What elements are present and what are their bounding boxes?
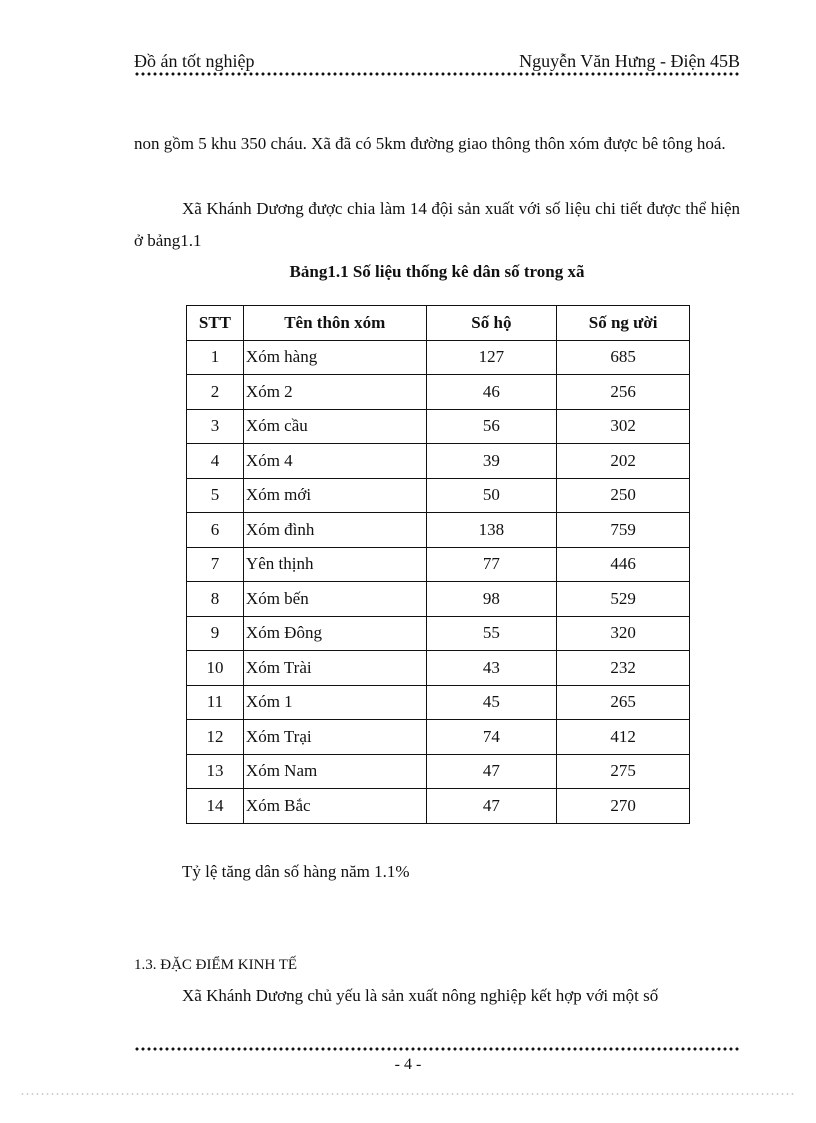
cell-people: 256: [557, 375, 690, 410]
growth-rate-text: Tỷ lệ tăng dân số hàng năm 1.1%: [182, 862, 410, 881]
header-title: Đồ án tốt nghiệp: [134, 51, 255, 71]
cell-households: 39: [426, 444, 557, 479]
cell-stt: 4: [187, 444, 244, 479]
table-row: [187, 513, 690, 548]
cell-name: Xóm đình: [243, 513, 426, 548]
cell-people: 759: [557, 513, 690, 548]
cell-name: Xóm cầu: [243, 409, 426, 444]
table-row: [187, 478, 690, 513]
table-row: [187, 409, 690, 444]
table-row: [187, 616, 690, 651]
page-number: - 4 -: [394, 1056, 422, 1073]
cell-name: Xóm 1: [243, 685, 426, 720]
cell-stt: 1: [187, 340, 244, 375]
table-row: [187, 340, 690, 375]
cell-stt: 12: [187, 720, 244, 755]
page-header: [134, 50, 740, 74]
cell-households: 77: [426, 547, 557, 582]
cell-stt: 14: [187, 789, 244, 824]
cell-name: Xóm Trại: [243, 720, 426, 755]
paragraph-table-reference: Xã Khánh Dương được chia làm 14 đội sản xuất với số liệu chi tiết được thể hiện ở bảng1.1: [134, 199, 740, 250]
table-row: [187, 720, 690, 755]
cell-name: Xóm bến: [243, 582, 426, 617]
table-row: [187, 685, 690, 720]
section-heading: 1.3. ĐẶC ĐIỂM KINH TẾ: [134, 957, 298, 973]
cell-households: 55: [426, 616, 557, 651]
cell-stt: 13: [187, 754, 244, 789]
cell-name: Xóm mới: [243, 478, 426, 513]
cell-households: 50: [426, 478, 557, 513]
cell-households: 46: [426, 375, 557, 410]
cell-stt: 3: [187, 409, 244, 444]
cell-households: 47: [426, 754, 557, 789]
table-caption: Bảng1.1 Số liệu thống kê dân số trong xã: [289, 262, 585, 281]
cell-name: Xóm Nam: [243, 754, 426, 789]
cell-people: 202: [557, 444, 690, 479]
cell-name: Xóm 2: [243, 375, 426, 410]
cell-households: 138: [426, 513, 557, 548]
column-header-stt: STT: [187, 306, 244, 341]
cell-people: 302: [557, 409, 690, 444]
table-row: [187, 444, 690, 479]
cell-people: 529: [557, 582, 690, 617]
cell-name: Yên thịnh: [243, 547, 426, 582]
cell-households: 127: [426, 340, 557, 375]
cell-name: Xóm 4: [243, 444, 426, 479]
cell-households: 43: [426, 651, 557, 686]
cell-stt: 8: [187, 582, 244, 617]
cell-name: Xóm Trài: [243, 651, 426, 686]
footer-divider: [134, 1047, 740, 1051]
cell-people: 446: [557, 547, 690, 582]
cell-stt: 6: [187, 513, 244, 548]
cell-people: 250: [557, 478, 690, 513]
cell-name: Xóm Đông: [243, 616, 426, 651]
cell-stt: 10: [187, 651, 244, 686]
table-row: [187, 547, 690, 582]
section-paragraph: Xã Khánh Dương chủ yếu là sản xuất nông nghiệp kết hợp với một số: [182, 986, 659, 1005]
cell-name: Xóm Bắc: [243, 789, 426, 824]
cell-households: 47: [426, 789, 557, 824]
cell-people: 685: [557, 340, 690, 375]
bottom-border-dots: [20, 1093, 796, 1095]
cell-people: 265: [557, 685, 690, 720]
cell-stt: 7: [187, 547, 244, 582]
cell-people: 275: [557, 754, 690, 789]
header-author: Nguyễn Văn Hưng - Điện 45B: [519, 51, 740, 71]
cell-stt: 9: [187, 616, 244, 651]
cell-stt: 2: [187, 375, 244, 410]
cell-people: 232: [557, 651, 690, 686]
table-row: [187, 582, 690, 617]
cell-name: Xóm hàng: [243, 340, 426, 375]
cell-people: 320: [557, 616, 690, 651]
cell-people: 270: [557, 789, 690, 824]
table-header-row: [187, 306, 690, 341]
table-row: [187, 651, 690, 686]
table-row: [187, 754, 690, 789]
cell-households: 98: [426, 582, 557, 617]
table-row: [187, 789, 690, 824]
column-header-name: Tên thôn xóm: [243, 306, 426, 341]
population-table: [186, 305, 690, 824]
column-header-people: Số ng ười: [557, 306, 690, 341]
cell-stt: 5: [187, 478, 244, 513]
cell-households: 74: [426, 720, 557, 755]
paragraph-intro: non gồm 5 khu 350 cháu. Xã đã có 5km đường giao thông thôn xóm được bê tông hoá.: [134, 134, 726, 153]
cell-people: 412: [557, 720, 690, 755]
table-row: [187, 375, 690, 410]
header-divider: [134, 72, 740, 76]
cell-households: 45: [426, 685, 557, 720]
cell-households: 56: [426, 409, 557, 444]
cell-stt: 11: [187, 685, 244, 720]
column-header-households: Số hộ: [426, 306, 557, 341]
